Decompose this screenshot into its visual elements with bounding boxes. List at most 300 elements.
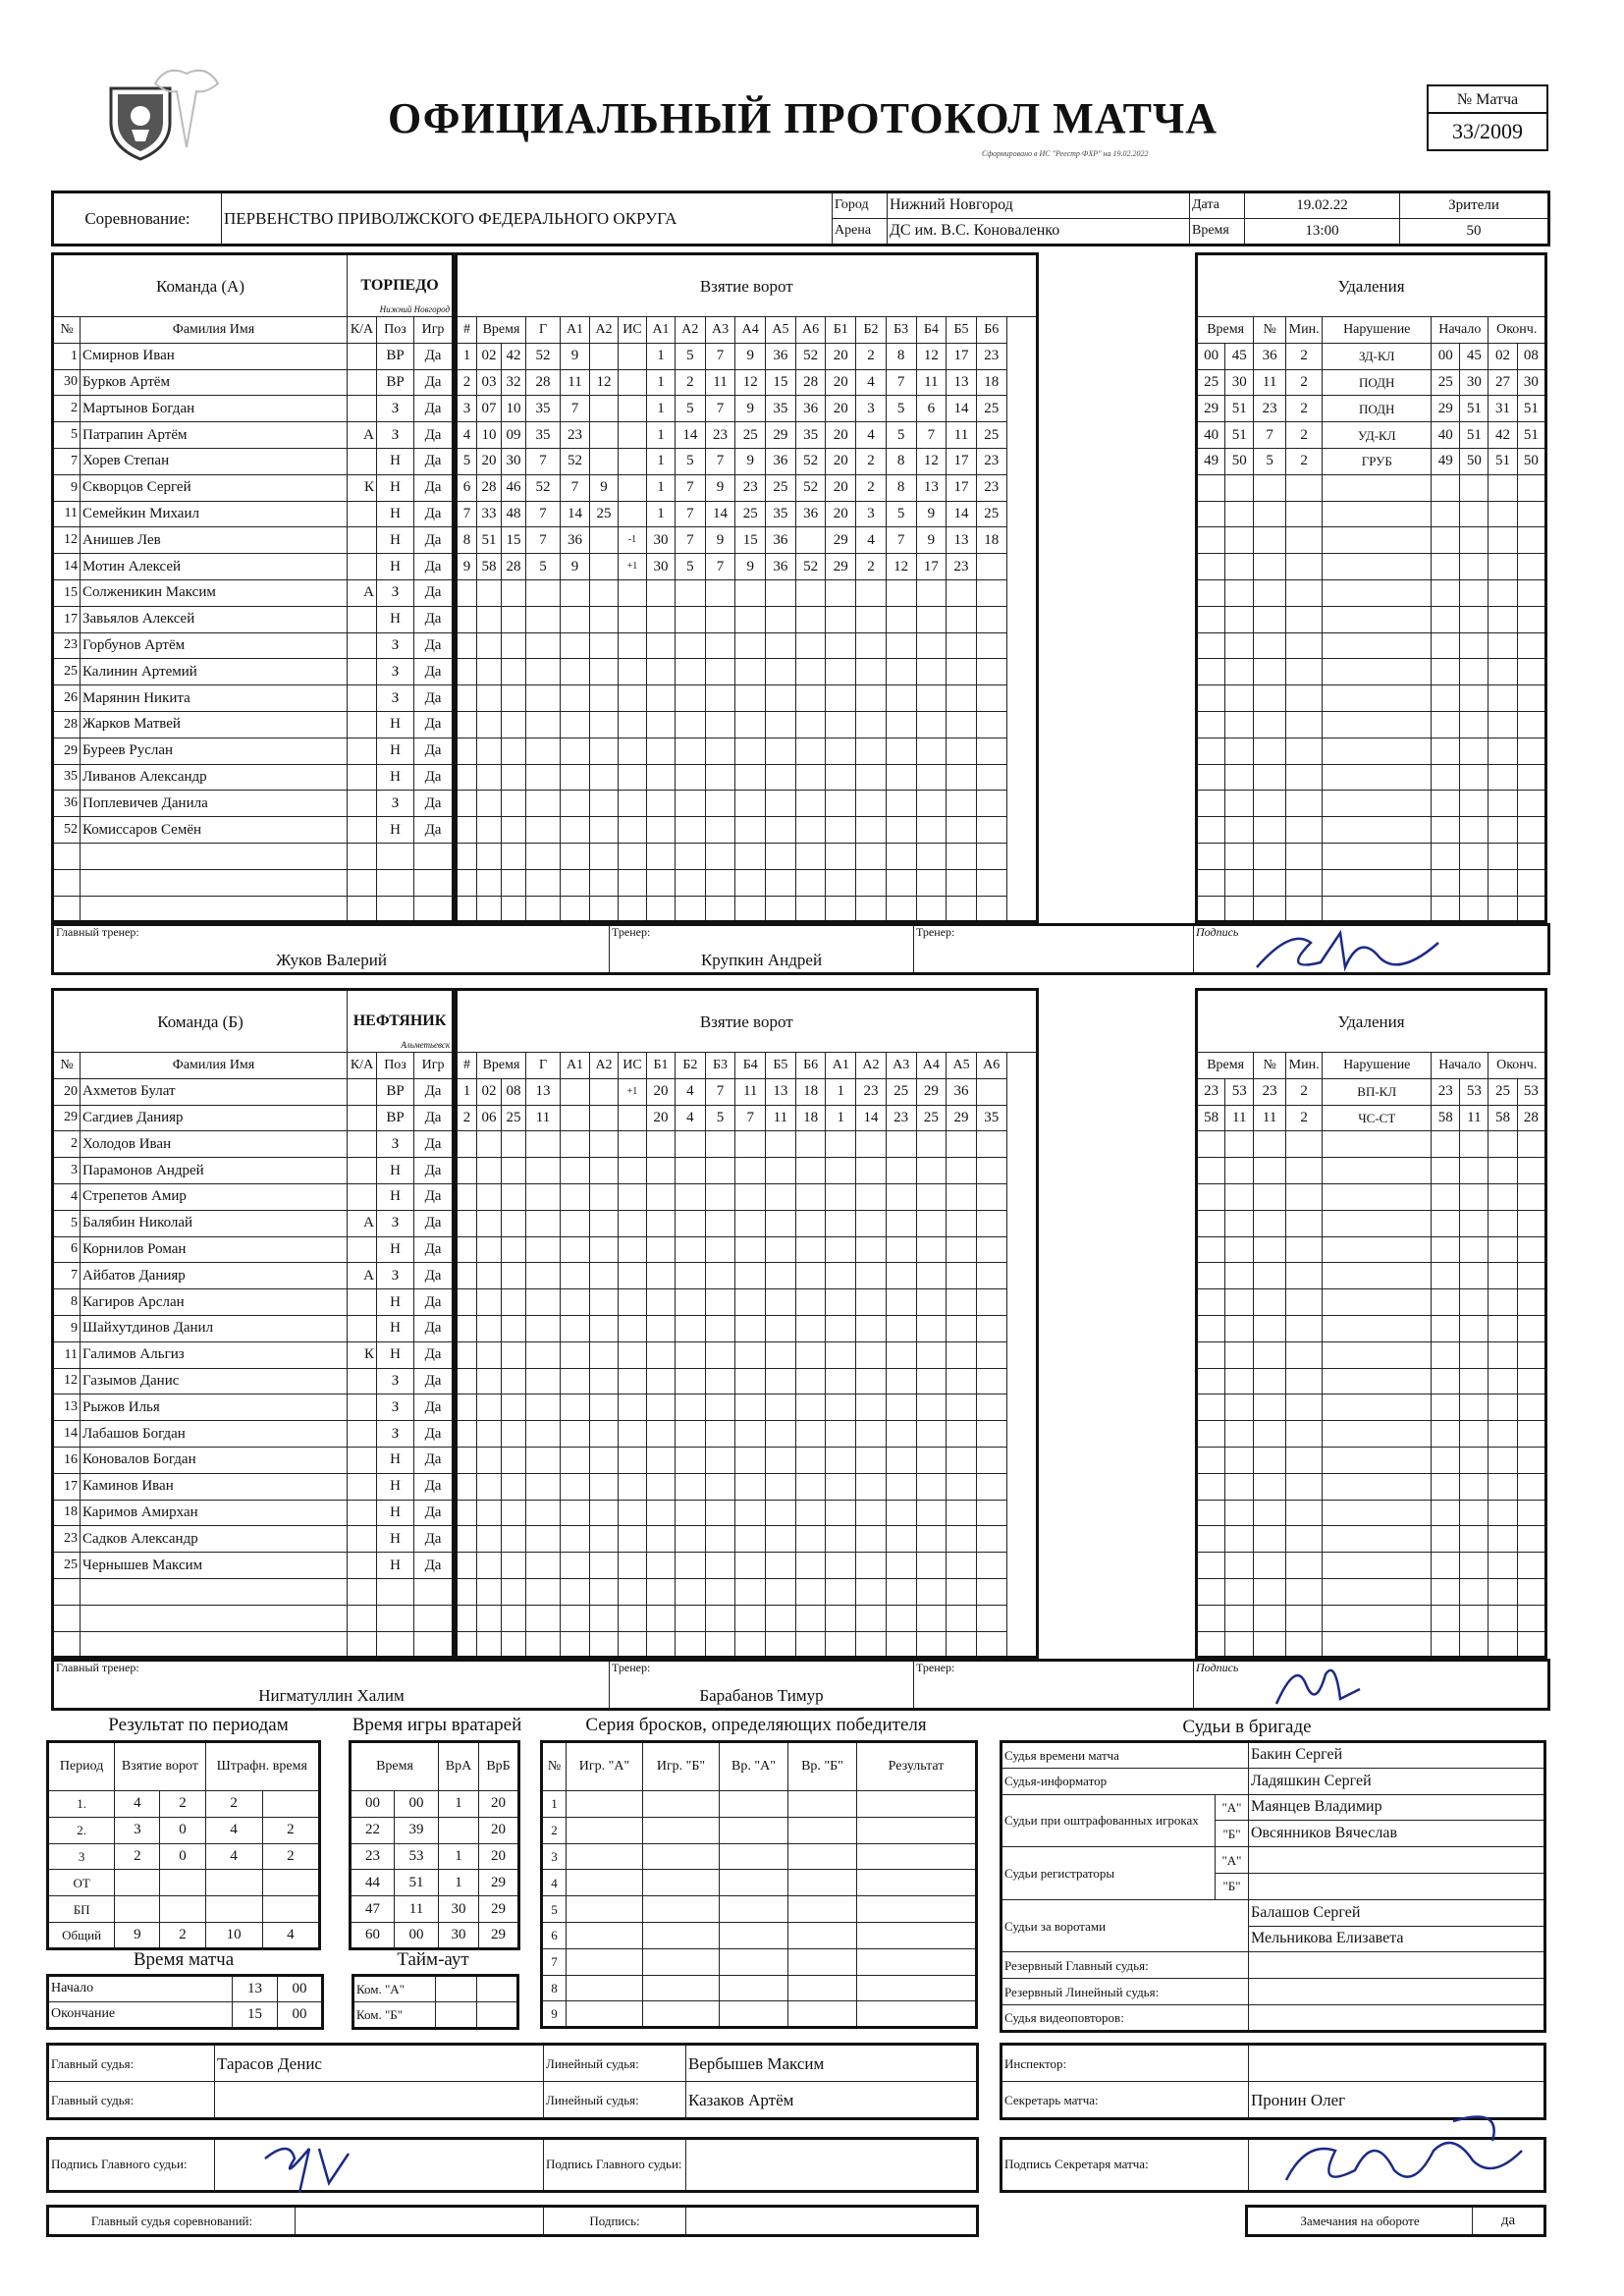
goal-cell	[590, 1263, 619, 1289]
penalty-cell	[1285, 1183, 1322, 1210]
player-position: З	[377, 1394, 414, 1421]
goal-cell	[976, 1631, 1006, 1658]
goal-cell	[886, 843, 916, 869]
goal-cell	[526, 579, 561, 606]
goal-cell: 25	[735, 501, 766, 527]
goal-cell	[647, 1183, 676, 1210]
goal-cell: 15	[735, 527, 766, 554]
penalty-cell	[1323, 1289, 1432, 1316]
goal-cell	[916, 659, 947, 685]
player-number: 12	[53, 527, 81, 554]
penalty-cell	[1254, 1578, 1286, 1605]
goal-cell	[647, 659, 676, 685]
goal-cell	[502, 711, 526, 738]
penalty-cell	[1460, 1131, 1489, 1158]
goal-cell	[647, 1210, 676, 1236]
goal-cell	[619, 1526, 647, 1553]
player-position: ВР	[377, 343, 414, 369]
player-name: Чернышев Максим	[81, 1553, 348, 1579]
goal-cell	[561, 1394, 590, 1421]
shootout-cell	[857, 1975, 977, 2001]
goal-cell: 4	[856, 369, 887, 396]
comp-referee-label: Главный судья соревнований:	[48, 2207, 296, 2236]
goal-cell	[647, 1236, 676, 1263]
penalty-cell: 29	[1432, 396, 1460, 422]
goal-cell	[457, 659, 477, 685]
player-role	[348, 1078, 377, 1105]
goal-cell	[590, 1158, 619, 1184]
goal-cell	[976, 579, 1006, 606]
penalty-cell	[1517, 1500, 1545, 1526]
goal-cell	[795, 527, 826, 554]
city-label: Город	[833, 192, 888, 219]
player-number: 29	[53, 738, 81, 764]
goal-cell	[856, 1394, 887, 1421]
shootout-h_ga-header: Вр. "А"	[720, 1742, 788, 1791]
goal-cell	[619, 1578, 647, 1605]
goal-cell	[457, 579, 477, 606]
goal-cell: 1	[647, 448, 676, 474]
penalty-cell	[1432, 1578, 1460, 1605]
table-row	[457, 1421, 1038, 1448]
table-row	[53, 685, 454, 712]
penalty-cell	[1517, 527, 1545, 554]
player-number: 25	[53, 659, 81, 685]
goal-cell: 35	[526, 396, 561, 422]
goal-cell: 33	[477, 501, 502, 527]
goal-cell: 11	[705, 369, 735, 396]
penalty-cell	[1460, 1368, 1489, 1394]
goal-cell: 14	[947, 396, 977, 422]
goal-cell	[647, 869, 676, 896]
goal-cell: 48	[502, 501, 526, 527]
penalty-cell	[1285, 1394, 1322, 1421]
competition-label: Соревнование:	[53, 192, 222, 246]
goal-cell: 36	[766, 554, 796, 580]
goalie-cell: 20	[479, 1843, 519, 1870]
penalty-cell	[1254, 1289, 1286, 1316]
penalty-cell	[1460, 711, 1489, 738]
goal-cell	[676, 632, 706, 659]
shootout-cell	[567, 1922, 643, 1948]
goalie-cell: 1	[439, 1791, 479, 1818]
penalty-cell: 40	[1197, 422, 1225, 449]
goal-cell: 7	[526, 501, 561, 527]
goal-cell	[976, 1578, 1006, 1605]
goal-cell	[705, 1368, 735, 1394]
linesman-2: Казаков Артём	[686, 2082, 978, 2119]
player-name	[81, 843, 348, 869]
goal-cell: 5	[886, 396, 916, 422]
onice-header: А5	[947, 1053, 977, 1079]
table-row	[53, 1341, 454, 1368]
goal-cell: 1	[647, 369, 676, 396]
timekeeper: Бакин Сергей	[1249, 1742, 1545, 1769]
goal-cell	[705, 1263, 735, 1289]
goal-cell	[590, 1421, 619, 1448]
goal-cell	[735, 1473, 766, 1500]
table-row	[1197, 1605, 1546, 1631]
pen-no-header: №	[1254, 1053, 1286, 1079]
table-row	[53, 1368, 454, 1394]
goal-cell	[676, 1605, 706, 1631]
goal-cell	[735, 1236, 766, 1263]
goalie-cell: 20	[479, 1791, 519, 1818]
goal-cell	[947, 1631, 977, 1658]
table-row	[1197, 369, 1546, 396]
penalty-cell	[1254, 501, 1286, 527]
goal-cell: 9	[590, 474, 619, 501]
goal-cell	[526, 1341, 561, 1368]
shootout-no: 9	[542, 2001, 567, 2028]
player-name: Мотин Алексей	[81, 554, 348, 580]
penalty-cell: 51	[1225, 396, 1254, 422]
penalty-cell: 25	[1197, 369, 1225, 396]
goal-cell	[735, 791, 766, 817]
player-number: 9	[53, 1315, 81, 1341]
penalty-cell	[1285, 1158, 1322, 1184]
goal-cell	[886, 1131, 916, 1158]
player-role	[348, 396, 377, 422]
player-number: 20	[53, 1078, 81, 1105]
goal-cell	[947, 1473, 977, 1500]
goal-cell	[502, 1341, 526, 1368]
table-row	[53, 1263, 454, 1289]
penalty-cell	[1323, 1263, 1432, 1289]
player-position: Н	[377, 1158, 414, 1184]
goal-cell	[676, 1210, 706, 1236]
goal-cell	[676, 685, 706, 712]
player-name	[81, 869, 348, 896]
penalty-cell	[1285, 1131, 1322, 1158]
goal-cell	[457, 1605, 477, 1631]
player-plays: Да	[414, 1183, 454, 1210]
table-row	[53, 422, 454, 449]
goal-cell	[647, 606, 676, 632]
penalty-cell	[1285, 474, 1322, 501]
goal-cell	[561, 1447, 590, 1473]
goal-cell	[826, 1289, 856, 1316]
penalty-cell	[1489, 1526, 1517, 1553]
onice-header: А2	[856, 1053, 887, 1079]
goal-cell	[457, 738, 477, 764]
goal-cell	[647, 1131, 676, 1158]
goal-cell: 1	[647, 343, 676, 369]
goal-cell	[766, 1183, 796, 1210]
goal-cell: 1	[647, 501, 676, 527]
player-number: 12	[53, 1368, 81, 1394]
table-row	[1197, 1131, 1546, 1158]
penalty-cell	[1460, 1473, 1489, 1500]
goal-cell	[502, 817, 526, 844]
goal-cell: 5	[676, 343, 706, 369]
team_a-head-coach: Жуков Валерий	[276, 951, 387, 970]
penalty-cell	[1285, 738, 1322, 764]
goal-cell	[795, 1578, 826, 1605]
goal-cell	[886, 764, 916, 791]
goal-cell	[886, 1341, 916, 1368]
goal-cell	[916, 1236, 947, 1263]
period-cell: 10	[205, 1922, 262, 1948]
period-cell	[262, 1896, 319, 1923]
goal-cell	[619, 474, 647, 501]
goal-cell	[826, 1394, 856, 1421]
penalty-cell	[1254, 1553, 1286, 1579]
goal-cell	[561, 1526, 590, 1553]
penalty-cell	[1285, 764, 1322, 791]
team_b-goals-title: Взятие ворот	[457, 990, 1038, 1053]
goal-cell	[619, 1341, 647, 1368]
goal-cell	[477, 1394, 502, 1421]
penalty-cell	[1197, 1526, 1225, 1553]
goal-cell	[916, 764, 947, 791]
player-plays: Да	[414, 1394, 454, 1421]
penalty-cell	[1489, 1131, 1517, 1158]
penalty-cell	[1285, 1263, 1322, 1289]
player-role	[348, 843, 377, 869]
goal-cell	[590, 1341, 619, 1368]
table-row	[53, 1500, 454, 1526]
goal-cell	[947, 1447, 977, 1473]
goal-cell	[676, 1421, 706, 1448]
penalty-cell	[1432, 1289, 1460, 1316]
penalty-cell: 2	[1285, 1078, 1322, 1105]
penalty-cell	[1432, 1315, 1460, 1341]
penalty-cell	[1432, 1553, 1460, 1579]
goal-cell	[457, 1421, 477, 1448]
goal-cell	[590, 1105, 619, 1131]
goal-cell: 2	[457, 369, 477, 396]
team_a-city: Нижний Новгород	[379, 304, 451, 314]
goal-cell: 1	[457, 1078, 477, 1105]
goal-cell	[619, 1500, 647, 1526]
player-position: З	[377, 1131, 414, 1158]
goal-cell: 9	[735, 554, 766, 580]
shootout-title: Серия бросков, определяющих победителя	[585, 1715, 927, 1735]
table-row	[48, 1817, 320, 1843]
goal-cell	[561, 817, 590, 844]
goal-cell	[619, 1447, 647, 1473]
goal-cell	[561, 1315, 590, 1341]
goal-cell	[502, 1183, 526, 1210]
penalty-cell: ЗД-КЛ	[1323, 343, 1432, 369]
goal-cell	[590, 422, 619, 449]
penalty-cell	[1323, 474, 1432, 501]
goal-cell	[647, 1631, 676, 1658]
shootout-cell	[857, 2001, 977, 2028]
goal-cell: 03	[477, 369, 502, 396]
goal-cell	[477, 738, 502, 764]
goal-hash-header: #	[457, 1053, 477, 1079]
goal-cell	[947, 1289, 977, 1316]
shootout-cell	[720, 1791, 788, 1818]
goal-cell	[676, 1447, 706, 1473]
penalty-cell	[1460, 1631, 1489, 1658]
goal-cell	[766, 869, 796, 896]
shootout-cell	[643, 1922, 720, 1948]
goal-cell	[647, 1158, 676, 1184]
penalty-cell	[1460, 791, 1489, 817]
goal-cell	[856, 1447, 887, 1473]
penbox-b-tag: "Б"	[1216, 1821, 1249, 1847]
goal-cell	[795, 685, 826, 712]
goal-cell	[590, 659, 619, 685]
goal-g-header: Г	[526, 317, 561, 344]
goal-cell	[590, 791, 619, 817]
goalie-cell: 44	[351, 1870, 395, 1896]
penalty-cell	[1432, 764, 1460, 791]
table-row	[1197, 738, 1546, 764]
shootout-h_pa-header: Игр. "А"	[567, 1742, 643, 1791]
shootout-cell	[788, 1870, 857, 1896]
timeout-a-label: Ком. "А"	[353, 1976, 436, 2002]
goal-cell	[947, 764, 977, 791]
player-plays: Да	[414, 1131, 454, 1158]
onice-header: А2	[676, 317, 706, 344]
informer-label: Судья-информатор	[1001, 1768, 1249, 1794]
goal-cell	[619, 343, 647, 369]
goal-cell: 18	[976, 369, 1006, 396]
penalty-cell	[1489, 711, 1517, 738]
penalty-cell	[1517, 659, 1545, 685]
penalty-cell: 42	[1489, 422, 1517, 449]
penalty-cell	[1489, 1553, 1517, 1579]
goal-cell	[947, 579, 977, 606]
goal-cell	[916, 1631, 947, 1658]
col-ka-header: К/А	[348, 317, 377, 344]
player-number: 29	[53, 1105, 81, 1131]
goal-cell	[502, 1368, 526, 1394]
goal-cell	[916, 1341, 947, 1368]
goal-cell	[735, 1578, 766, 1605]
table-row	[457, 1289, 1038, 1316]
goal-cell: 09	[502, 422, 526, 449]
goal-cell: 2	[676, 369, 706, 396]
goal-cell	[647, 579, 676, 606]
goal-cell	[477, 1263, 502, 1289]
goal-cell: 14	[947, 501, 977, 527]
goal-cell: 5	[676, 448, 706, 474]
penalty-cell	[1323, 1315, 1432, 1341]
penalty-cell	[1432, 1473, 1460, 1500]
player-number: 4	[53, 1183, 81, 1210]
goalie-cell: 53	[395, 1843, 439, 1870]
end-minute: 00	[278, 2001, 323, 2028]
goal-cell: 7	[676, 527, 706, 554]
player-name: Газымов Данис	[81, 1368, 348, 1394]
goal-cell	[856, 1526, 887, 1553]
goal-cell: 29	[916, 1078, 947, 1105]
table-row	[1197, 1078, 1546, 1105]
goal-cell	[976, 659, 1006, 685]
goal-cell	[647, 1500, 676, 1526]
player-number: 23	[53, 1526, 81, 1553]
goal-cell	[766, 1421, 796, 1448]
goal-cell	[676, 738, 706, 764]
goal-cell	[590, 1578, 619, 1605]
shootout-no: 1	[542, 1791, 567, 1818]
goal-cell: -1	[619, 527, 647, 554]
player-position: Н	[377, 554, 414, 580]
goal-cell: 46	[502, 474, 526, 501]
player-plays: Да	[414, 1500, 454, 1526]
table-row	[1197, 896, 1546, 922]
onice-header: А4	[916, 1053, 947, 1079]
goalie-cell: 11	[395, 1896, 439, 1923]
player-position: Н	[377, 1341, 414, 1368]
goal-cell	[826, 1236, 856, 1263]
goal-cell	[795, 1394, 826, 1421]
onice-header: Б4	[916, 317, 947, 344]
penalty-cell	[1254, 1526, 1286, 1553]
penalty-cell	[1197, 1210, 1225, 1236]
goal-cell	[561, 1236, 590, 1263]
goal-cell: 25	[502, 1105, 526, 1131]
scorers-a-tag: "А"	[1216, 1847, 1249, 1874]
penalty-cell	[1489, 791, 1517, 817]
goal-cell	[676, 896, 706, 922]
table-row	[53, 554, 454, 580]
penalty-cell: 23	[1254, 396, 1286, 422]
goal-cell	[502, 1236, 526, 1263]
referee-signature-label: Подпись Главного судьи:	[48, 2139, 215, 2192]
onice-header: А4	[735, 317, 766, 344]
goal-cell	[826, 1368, 856, 1394]
penalty-cell	[1323, 1210, 1432, 1236]
goal-cell	[886, 1236, 916, 1263]
penalty-cell	[1323, 1236, 1432, 1263]
goal-cell	[856, 869, 887, 896]
player-role	[348, 1105, 377, 1131]
player-plays: Да	[414, 527, 454, 554]
player-position: Н	[377, 527, 414, 554]
penalty-cell	[1432, 738, 1460, 764]
goalies-title: Время игры вратарей	[352, 1715, 522, 1735]
table-row	[53, 738, 454, 764]
table-row	[351, 1791, 519, 1818]
date: 19.02.22	[1245, 192, 1400, 219]
penalty-cell	[1460, 1263, 1489, 1289]
penalty-cell	[1432, 1183, 1460, 1210]
goal-cell	[735, 1394, 766, 1421]
goal-cell: 9	[735, 448, 766, 474]
penalty-cell	[1460, 896, 1489, 922]
goal-cell	[886, 817, 916, 844]
goal-cell	[976, 632, 1006, 659]
goal-cell	[647, 1341, 676, 1368]
player-number: 11	[53, 501, 81, 527]
player-number: 8	[53, 1289, 81, 1316]
goal-cell	[477, 1605, 502, 1631]
goal-cell	[526, 1236, 561, 1263]
goalie-cell: 00	[395, 1922, 439, 1948]
goal-cell: 35	[976, 1105, 1006, 1131]
goal-cell	[526, 896, 561, 922]
goal-cell	[766, 764, 796, 791]
goal-cell	[766, 738, 796, 764]
page-title: ОФИЦИАЛЬНЫЙ ПРОТОКОЛ МАТЧА	[388, 94, 1218, 142]
player-plays: Да	[414, 396, 454, 422]
goal-cell	[619, 501, 647, 527]
player-position: Н	[377, 1315, 414, 1341]
player-position: З	[377, 791, 414, 817]
penalty-cell	[1285, 1289, 1322, 1316]
goal-cell	[590, 1210, 619, 1236]
goal-cell: 29	[826, 554, 856, 580]
penalty-cell: 11	[1225, 1105, 1254, 1131]
player-number: 5	[53, 422, 81, 449]
goal-cell: +1	[619, 1078, 647, 1105]
